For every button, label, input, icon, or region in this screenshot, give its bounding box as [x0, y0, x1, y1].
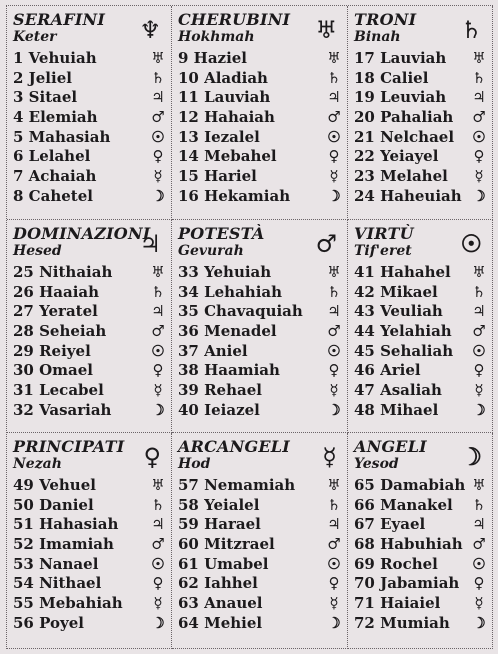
choir-cell: [172, 6, 348, 220]
venus-icon: ♀: [152, 574, 164, 593]
angel-name: 28 Seheiah: [13, 322, 107, 341]
angel-row: [178, 147, 343, 167]
angel-name: 53 Nanael: [13, 554, 99, 573]
choir-cell: [7, 220, 172, 433]
choir-cell: [172, 220, 348, 433]
angel-name: 9 Haziel: [178, 49, 248, 67]
moon-icon: ☽: [327, 186, 341, 205]
angel-row: [354, 147, 488, 167]
sephira-label: Yesod: [354, 456, 399, 472]
angel-name: 52 Imamiah: [13, 535, 114, 554]
angel-row: [354, 614, 488, 634]
angel-row: [354, 128, 488, 148]
mars-icon: ♂: [151, 108, 165, 127]
angel-row: [13, 515, 167, 535]
angel-row: [178, 302, 343, 322]
angel-name: 6 Lelahel: [13, 147, 91, 166]
venus-icon: ♀: [328, 361, 340, 380]
sun-icon: ☉: [327, 341, 341, 360]
angel-row: [178, 187, 343, 207]
angel-row: [178, 342, 343, 362]
jupiter-icon: ♃: [472, 88, 486, 107]
angel-name: 4 Elemiah: [13, 108, 98, 127]
choir-cell: [7, 433, 172, 649]
moon-icon: ☽: [151, 186, 165, 205]
angel-name: 46 Ariel: [354, 361, 421, 380]
angel-name: 51 Hahasiah: [13, 515, 119, 534]
angel-row: [178, 322, 343, 342]
choirs-grid: [6, 5, 493, 649]
angel-name: 13 Iezalel: [178, 127, 260, 146]
choir-cell: [7, 6, 172, 220]
moon-icon: ☽: [460, 442, 482, 471]
sephira-label: Gevurah: [178, 243, 244, 259]
mercury-icon: ☿: [329, 594, 339, 613]
angel-name: 57 Nemamiah: [178, 476, 296, 494]
jupiter-icon: ♃: [472, 302, 486, 321]
mars-icon: ♂: [327, 322, 341, 341]
venus-icon: ♀: [152, 361, 164, 380]
angel-row: [178, 108, 343, 128]
angel-name: 20 Pahaliah: [354, 108, 454, 127]
angel-name: 41 Hahahel: [354, 263, 451, 281]
angel-name: 70 Jabamiah: [354, 574, 460, 593]
angel-row: [354, 49, 488, 69]
angel-row: [178, 69, 343, 89]
angel-name: 56 Poyel: [13, 613, 84, 632]
angel-row: [178, 128, 343, 148]
angel-row: [354, 108, 488, 128]
angel-name: 48 Mihael: [354, 400, 439, 419]
angel-name: 71 Haiaiel: [354, 594, 441, 613]
uranus-icon: ♅: [472, 476, 486, 494]
angel-row: [178, 476, 343, 496]
angel-name: 42 Mikael: [354, 282, 438, 301]
angel-row: [13, 187, 167, 207]
angel-row: [178, 515, 343, 535]
angel-row: [354, 187, 488, 207]
angel-row: [354, 361, 488, 381]
mercury-icon: ☿: [322, 442, 337, 471]
angel-name: 37 Aniel: [178, 341, 248, 360]
mercury-icon: ☿: [474, 594, 484, 613]
angel-name: 44 Yelahiah: [354, 322, 452, 341]
angel-row: [354, 69, 488, 89]
sephira-label: Hokhmah: [178, 29, 255, 45]
choir-title: ANGELI: [354, 437, 427, 456]
saturn-icon: ♄: [327, 282, 341, 301]
angel-row: [354, 496, 488, 516]
angel-name: 3 Sitael: [13, 88, 78, 107]
angel-row: [178, 594, 343, 614]
angel-name: 58 Yeialel: [178, 495, 260, 514]
angel-name: 24 Haheuiah: [354, 186, 462, 205]
angel-name: 64 Mehiel: [178, 613, 263, 632]
angel-row: [13, 147, 167, 167]
angel-row: [178, 555, 343, 575]
angel-name: 34 Lehahiah: [178, 282, 283, 301]
angel-row: [178, 535, 343, 555]
mars-icon: ♂: [472, 322, 486, 341]
mercury-icon: ☿: [474, 381, 484, 400]
angel-name: 12 Hahaiah: [178, 108, 275, 127]
angel-name: 69 Rochel: [354, 554, 438, 573]
uranus-icon: ♅: [151, 476, 165, 494]
sun-icon: ☉: [460, 229, 482, 258]
angel-name: 30 Omael: [13, 361, 93, 380]
angel-row: [354, 88, 488, 108]
choir-title: ARCANGELI: [178, 437, 290, 456]
angel-row: [178, 263, 343, 283]
angel-name: 8 Cahetel: [13, 186, 93, 205]
mercury-icon: ☿: [153, 167, 163, 186]
angel-name: 40 Ieiazel: [178, 400, 260, 419]
angel-name: 50 Daniel: [13, 495, 94, 514]
jupiter-icon: ♃: [327, 302, 341, 321]
angel-row: [178, 49, 343, 69]
sun-icon: ☉: [472, 554, 486, 573]
angel-row: [178, 496, 343, 516]
venus-icon: ♀: [152, 147, 164, 166]
mars-icon: ♂: [472, 535, 486, 554]
jupiter-icon: ♃: [139, 229, 161, 258]
angel-row: [178, 167, 343, 187]
choir-title: CHERUBINI: [178, 10, 291, 29]
mercury-icon: ☿: [474, 167, 484, 186]
angel-row: [13, 69, 167, 89]
angel-row: [178, 283, 343, 303]
choir-title: SERAFINI: [13, 10, 106, 29]
uranus-icon: ♅: [472, 263, 486, 281]
angel-row: [178, 574, 343, 594]
angel-row: [354, 401, 488, 421]
angel-row: [13, 496, 167, 516]
jupiter-icon: ♃: [151, 88, 165, 107]
mercury-icon: ☿: [329, 381, 339, 400]
angel-name: 11 Lauviah: [178, 88, 271, 107]
mars-icon: ♂: [151, 322, 165, 341]
angel-name: 23 Melahel: [354, 167, 448, 186]
choir-cell: [348, 433, 493, 649]
angel-name: 31 Lecabel: [13, 381, 104, 400]
saturn-icon: ♄: [151, 495, 165, 514]
uranus-icon: ♅: [327, 263, 341, 281]
angel-row: [13, 88, 167, 108]
angel-row: [13, 167, 167, 187]
sun-icon: ☉: [327, 127, 341, 146]
angel-row: [178, 614, 343, 634]
moon-icon: ☽: [472, 186, 486, 205]
venus-icon: ♀: [328, 574, 340, 593]
angel-name: 5 Mahasiah: [13, 127, 111, 146]
angel-name: 16 Hekamiah: [178, 186, 291, 205]
choir-cell: [348, 6, 493, 220]
saturn-icon: ♄: [327, 68, 341, 87]
venus-icon: ♀: [473, 574, 485, 593]
angel-name: 15 Hariel: [178, 167, 257, 186]
saturn-icon: ♄: [472, 282, 486, 301]
angel-row: [354, 342, 488, 362]
angel-name: 33 Yehuiah: [178, 263, 272, 281]
angel-name: 1 Vehuiah: [13, 49, 97, 67]
angel-row: [178, 361, 343, 381]
mars-icon: ♂: [327, 535, 341, 554]
angel-row: [354, 322, 488, 342]
moon-icon: ☽: [327, 613, 341, 632]
angel-name: 43 Veuliah: [354, 302, 443, 321]
angel-name: 36 Menadel: [178, 322, 277, 341]
choir-cell: [348, 220, 493, 433]
sephira-label: Hesed: [13, 243, 62, 259]
angel-name: 66 Manakel: [354, 495, 453, 514]
angel-row: [354, 283, 488, 303]
sephira-label: Keter: [13, 29, 57, 45]
sephira-label: Hod: [178, 456, 211, 472]
angel-name: 21 Nelchael: [354, 127, 455, 146]
angel-row: [13, 574, 167, 594]
mars-icon: ♂: [315, 229, 337, 258]
venus-icon: ♀: [328, 147, 340, 166]
venus-icon: ♀: [473, 147, 485, 166]
angel-row: [13, 401, 167, 421]
angel-row: [354, 476, 488, 496]
saturn-icon: ♄: [151, 68, 165, 87]
sephira-label: Binah: [354, 29, 401, 45]
jupiter-icon: ♃: [151, 515, 165, 534]
angel-name: 17 Lauviah: [354, 49, 447, 67]
saturn-icon: ♄: [472, 495, 486, 514]
angel-row: [354, 302, 488, 322]
choir-title: TRONI: [354, 10, 417, 29]
sun-icon: ☉: [472, 341, 486, 360]
saturn-icon: ♄: [327, 495, 341, 514]
angel-row: [354, 263, 488, 283]
angel-name: 29 Reiyel: [13, 341, 91, 360]
angel-row: [13, 302, 167, 322]
sun-icon: ☉: [472, 127, 486, 146]
angel-name: 68 Habuhiah: [354, 535, 463, 554]
sun-icon: ☉: [151, 554, 165, 573]
neptune-icon: ♆: [139, 15, 161, 44]
saturn-icon: ♄: [472, 68, 486, 87]
choir-title: DOMINAZIONI: [13, 224, 151, 243]
angel-name: 60 Mitzrael: [178, 535, 275, 554]
angel-name: 38 Haamiah: [178, 361, 280, 380]
moon-icon: ☽: [472, 400, 486, 419]
sephira-label: Nezah: [13, 456, 62, 472]
angel-row: [354, 535, 488, 555]
angel-name: 14 Mebahel: [178, 147, 277, 166]
moon-icon: ☽: [327, 400, 341, 419]
angel-name: 35 Chavaquiah: [178, 302, 303, 321]
jupiter-icon: ♃: [472, 515, 486, 534]
angel-row: [354, 167, 488, 187]
angel-name: 19 Leuviah: [354, 88, 447, 107]
angel-row: [13, 361, 167, 381]
angel-row: [178, 401, 343, 421]
uranus-icon: ♅: [151, 263, 165, 281]
moon-icon: ☽: [151, 613, 165, 632]
angel-row: [13, 555, 167, 575]
angel-name: 63 Anauel: [178, 594, 263, 613]
angel-row: [178, 381, 343, 401]
angel-row: [13, 108, 167, 128]
choir-title: POTESTÀ: [178, 224, 265, 243]
angel-name: 59 Harael: [178, 515, 261, 534]
choir-title: VIRTÙ: [354, 224, 414, 243]
moon-icon: ☽: [151, 400, 165, 419]
choir-title: PRINCIPATI: [13, 437, 125, 456]
uranus-icon: ♅: [327, 49, 341, 67]
angel-row: [13, 381, 167, 401]
angel-name: 22 Yeiayel: [354, 147, 439, 166]
sephira-label: Tif'eret: [354, 243, 412, 259]
sun-icon: ☉: [151, 127, 165, 146]
angel-row: [13, 49, 167, 69]
moon-icon: ☽: [472, 613, 486, 632]
jupiter-icon: ♃: [151, 302, 165, 321]
angel-name: 25 Nithaiah: [13, 263, 113, 281]
angel-name: 61 Umabel: [178, 554, 269, 573]
angel-name: 67 Eyael: [354, 515, 426, 534]
angel-name: 54 Nithael: [13, 574, 102, 593]
angel-row: [354, 594, 488, 614]
angel-row: [354, 515, 488, 535]
mars-icon: ♂: [472, 108, 486, 127]
mars-icon: ♂: [151, 535, 165, 554]
uranus-icon: ♅: [151, 49, 165, 67]
angel-row: [13, 594, 167, 614]
uranus-icon: ♅: [472, 49, 486, 67]
angel-name: 26 Haaiah: [13, 282, 100, 301]
sun-icon: ☉: [327, 554, 341, 573]
angel-row: [13, 128, 167, 148]
angel-name: 2 Jeliel: [13, 68, 72, 87]
uranus-icon: ♅: [315, 15, 337, 44]
choir-cell: [172, 433, 348, 649]
mercury-icon: ☿: [153, 594, 163, 613]
saturn-icon: ♄: [151, 282, 165, 301]
angel-row: [13, 342, 167, 362]
angel-name: 27 Yeratel: [13, 302, 98, 321]
mercury-icon: ☿: [153, 381, 163, 400]
angel-row: [354, 555, 488, 575]
angel-name: 65 Damabiah: [354, 476, 466, 494]
venus-icon: ♀: [143, 442, 161, 471]
angel-row: [13, 614, 167, 634]
mercury-icon: ☿: [329, 167, 339, 186]
angel-name: 18 Caliel: [354, 68, 429, 87]
angel-name: 62 Iahhel: [178, 574, 258, 593]
angel-name: 45 Sehaliah: [354, 341, 454, 360]
saturn-icon: ♄: [460, 15, 482, 44]
sun-icon: ☉: [151, 341, 165, 360]
angel-name: 39 Rehael: [178, 381, 262, 400]
angel-name: 7 Achaiah: [13, 167, 97, 186]
venus-icon: ♀: [473, 361, 485, 380]
jupiter-icon: ♃: [327, 515, 341, 534]
angel-name: 55 Mebahiah: [13, 594, 123, 613]
angel-row: [13, 263, 167, 283]
angel-name: 47 Asaliah: [354, 381, 442, 400]
angel-row: [13, 476, 167, 496]
uranus-icon: ♅: [327, 476, 341, 494]
jupiter-icon: ♃: [327, 88, 341, 107]
mars-icon: ♂: [327, 108, 341, 127]
angel-row: [13, 283, 167, 303]
angel-row: [354, 574, 488, 594]
angel-name: 32 Vasariah: [13, 400, 112, 419]
angel-row: [13, 535, 167, 555]
angel-name: 72 Mumiah: [354, 613, 450, 632]
angel-row: [354, 381, 488, 401]
angel-name: 10 Aladiah: [178, 68, 268, 87]
angel-row: [178, 88, 343, 108]
angel-row: [13, 322, 167, 342]
angel-name: 49 Vehuel: [13, 476, 96, 494]
